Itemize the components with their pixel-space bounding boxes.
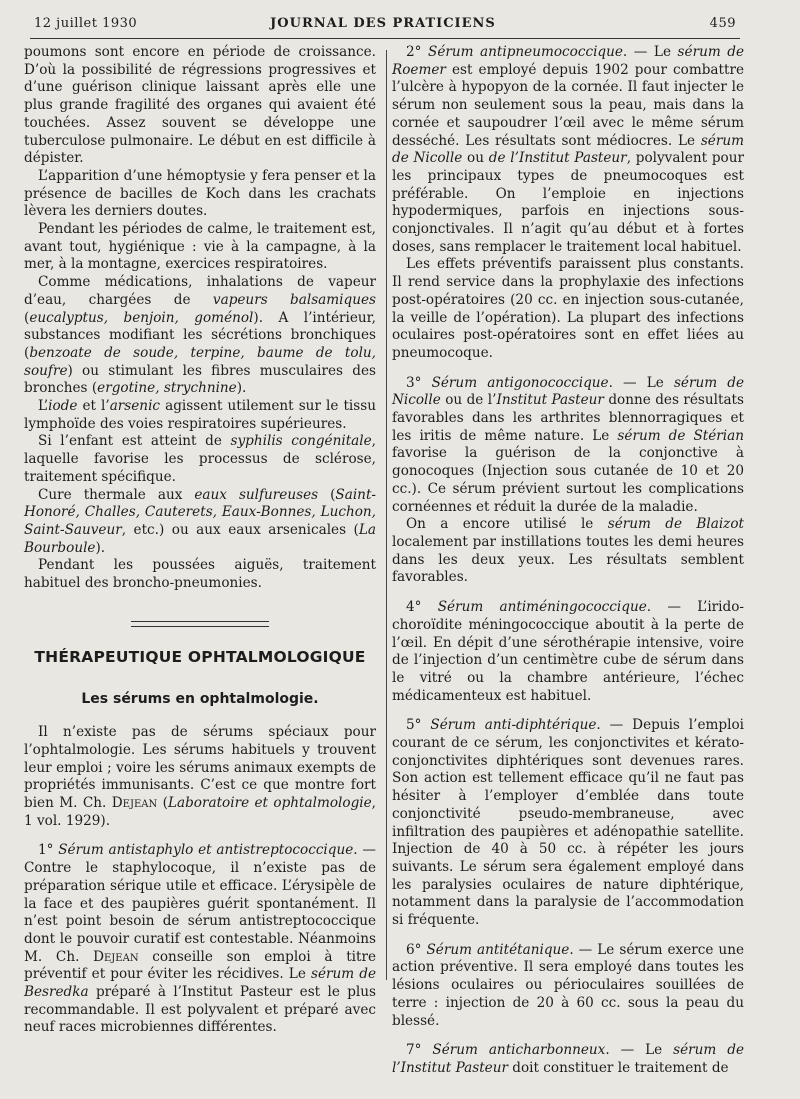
paragraph: Pendant les poussées aiguës, traitement habituel des broncho-pneumonies. [24,557,376,592]
column-divider [386,50,387,980]
header-page-number: 459 [709,16,736,31]
paragraph: 5° Sérum anti-diphtérique. — Depuis l’emploi courant de ce sérum, les conjonctivites et kérato-conjonctivites diphtériques sont devenues rares. Son action est tellement efficace qu’il ne faut pas hésiter à l’employer d’emblée dans toute conjonctivité pseudo-membraneuse, avec infiltration des paupières et adénopathie satellite. Injection de 40 à 50 cc. à répéter les jours suivants. Le sérum sera également employé dans les paralysies oculaires de nature diphtérique, notamment dans la paralysie de l’accommodation si fréquente. [392,717,744,929]
paragraph: On a encore utilisé le sérum de Blaizot localement par instillations toutes les demi heures dans les deux yeux. Les résultats semblent favorables. [392,516,744,586]
right-column [392,44,744,1078]
paragraph: 2° Sérum antipneumococcique. — Le sérum de Roemer est employé depuis 1902 pour combattre l’ulcère à hypopyon de la cornée. Il faut injecter le sérum non seulement sous la peau, mais dans la cornée et saupoudrer l’œil avec le même sérum desséché. Les résultats sont médiocres. Le sérum de Nicolle ou de l’Institut Pasteur, polyvalent pour les principaux types de pneumocoques est préférable. On l’emploie en injections hypodermiques, parfois en injections sous-conjonctivales. Il n’agit qu’au début et à fortes doses, sans remplacer le traitement local habituel. [392,44,745,255]
header-journal-title: JOURNAL DES PRATICIENS [270,16,496,31]
left-column [24,44,376,1037]
paragraph: Si l’enfant est atteint de syphilis congénitale, laquelle favorise les processus de sclérose, traitement spécifique. [24,433,376,485]
section-title: THÉRAPEUTIQUE OPHTALMOLOGIQUE [34,647,366,666]
paragraph: Comme médications, inhalations de vapeur d’eau, chargées de vapeurs balsamiques (eucalyptus, benjoin, goménol). A l’intérieur, substances modifiant les sécrétions bronchiques (benzoate de soude, terpine, baume de tolu, soufre) ou stimulant les fibres musculaires des bronches (ergotine, strychnine). [24,274,377,397]
paragraph: Il n’existe pas de sérums spéciaux pour l’ophtalmologie. Les sérums habituels y trouvent leur emploi ; voire les sérums animaux exempts de propriétés immunisants. C’est ce que montre fort bien M. Ch. Dejean (Laboratoire et ophtalmologie, 1 vol. 1929). [24,724,376,829]
paragraph: Cure thermale aux eaux sulfureuses (Saint-Honoré, Challes, Cauterets, Eaux-Bonnes, Luchon, Saint-Sauveur, etc.) ou aux eaux arsenicales (La Bourboule). [24,486,376,556]
paragraph: Les effets préventifs paraissent plus constants. Il rend service dans la prophylaxie des infections post-opératoires (20 cc. en injection sous-cutanée, la veille de l’opération). La plupart des infections oculaires post-opératoires sont en effet liées au pneumocoque. [392,256,744,361]
article-title: Les sérums en ophtalmologie. [81,690,319,707]
paragraph: 1° Sérum antistaphylo et antistreptococcique. — Contre le staphylocoque, il n’existe pas de préparation sérique utile et efficace. L’érysipèle de la face et des paupières guérit spontanément. Il n’est point besoin de sérum antistreptococcique dont le pouvoir curatif est contestable. Néanmoins M. Ch. Dejean conseille son emploi à titre préventif et pour éviter les récidives. Le sérum de Besredka préparé à l’Institut Pasteur est le plus recommandable. Il est polyvalent et préparé avec neuf races microbiennes différentes. [24,842,377,1036]
paragraph: L’apparition d’une hémoptysie y fera penser et la présence de bacilles de Koch dans les crachats lèvera les derniers doutes. [24,167,376,220]
paragraph: L’iode et l’arsenic agissent utilement sur le tissu lymphoïde des voies respiratoires supérieures. [24,398,376,432]
header-rule [30,38,740,39]
section-separator [131,621,269,627]
paragraph: poumons sont encore en période de croissance. D’où la possibilité de régressions progressives et d’une guérison clinique laissant après elle une plus grande fragilité des organes qui avaient été touchées. Assez souvent se développe une tuberculose pulmonaire. Le début en est difficile à dépister. [24,44,376,167]
paragraph: 6° Sérum antitétanique. — Le sérum exerce une action préventive. Il sera employé dans toutes les lésions oculaires ou périoculaires souillées de terre : injection de 20 à 60 cc. sous la peau du blessé. [392,941,744,1029]
paragraph: 4° Sérum antiméningococcique. — L’irido-choroïdite méningococcique aboutit à la perte de l’œil. En dépit d’une sérothérapie intensive, voire de l’injection d’un centimètre cube de sérum dans le vitré ou la chambre antérieure, l’échec médicamenteux est habituel. [392,599,744,704]
running-header [30,14,736,36]
paragraph: 7° Sérum anticharbonneux. — Le sérum de l’Institut Pasteur doit constituer le traitement de [392,1042,745,1076]
paragraph: Pendant les périodes de calme, le traitement est, avant tout, hygiénique : vie à la campagne, à la mer, à la montagne, exercices respiratoires. [24,221,376,273]
paragraph: 3° Sérum antigonococcique. — Le sérum de Nicolle ou de l’Institut Pasteur donne des résultats favorables dans les arthrites blennorragiques et les iritis de même nature. Le sérum de Stérian favorise la guérison de la conjonctive à gonocoques (Injection sous cutanée de 10 et 20 cc.). Ce sérum prévient surtout les complications cornéennes et réduit la durée de la maladie. [392,374,745,515]
header-date: 12 juillet 1930 [34,16,138,31]
